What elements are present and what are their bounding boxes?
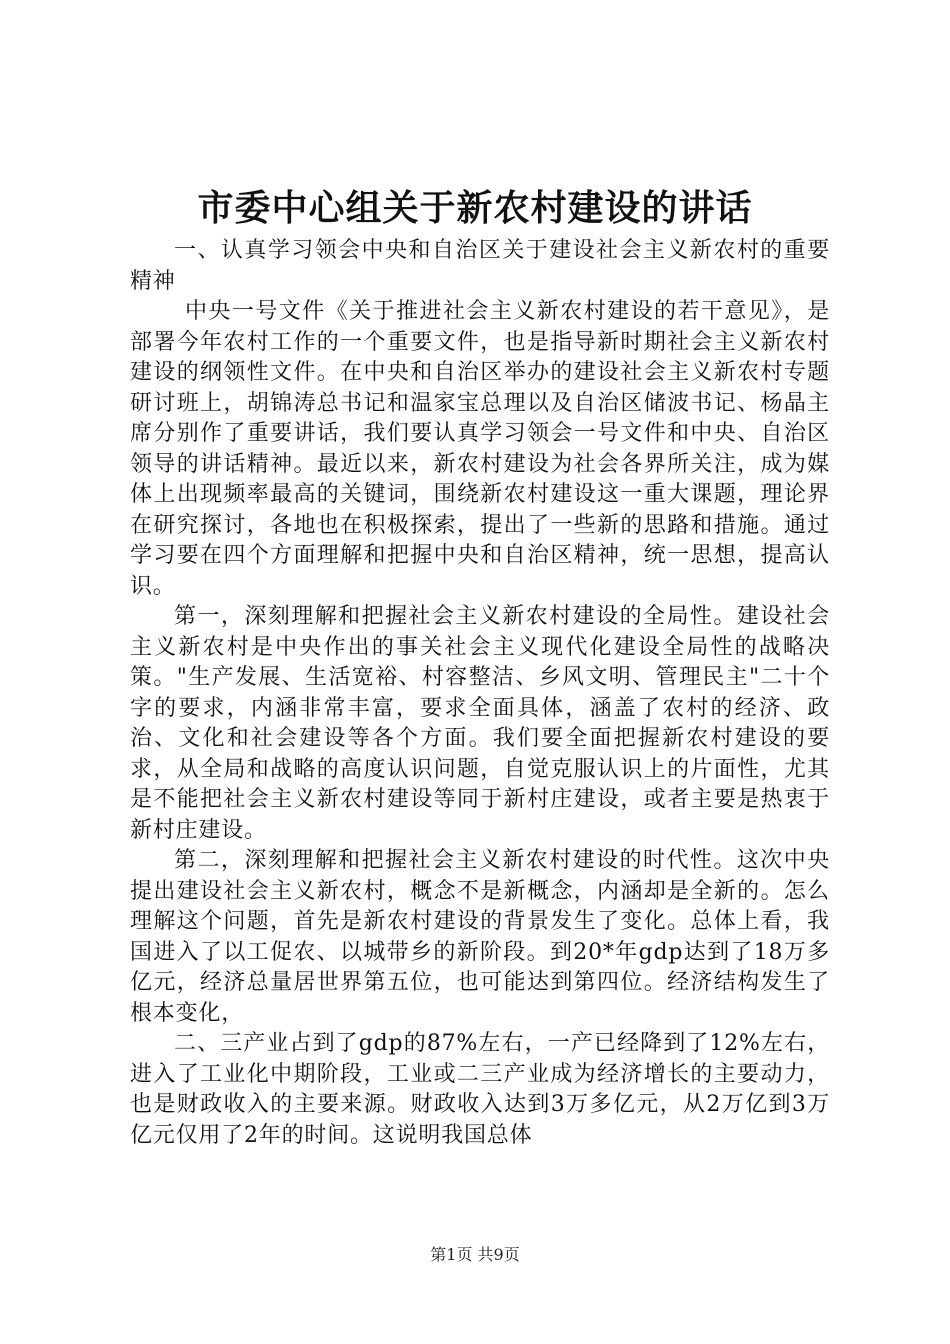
body-paragraph: 第一，深刻理解和把握社会主义新农村建设的全局性。建设社会主义新农村是中央作出的事关社会主义现代化建设全局性的战略决策。"生产发展、生活宽裕、村容整洁、乡风文明、管理民主"二十个字的要求，内涵非常丰富，要求全面具体，涵盖了农村的经济、政治、文化和社会建设等各个方面。我们要全面把握新农村建设的要求，从全局和战略的高度认识问题，自觉克服认识上的片面性，尤其是不能把社会主义新农村建设等同于新村庄建设，或者主要是热衷于新村庄建设。 — [130, 604, 830, 843]
page-footer: 第1页 共9页 — [430, 1245, 520, 1264]
body-paragraph: 第二，深刻理解和把握社会主义新农村建设的时代性。这次中央提出建设社会主义新农村，概念不是新概念，内涵却是全新的。怎么理解这个问题，首先是新农村建设的背景发生了变化。总体上看，我国进入了以工促农、以城带乡的新阶段。到20*年gdp达到了18万多亿元，经济总量居世界第五位，也可能达到第四位。经济结构发生了根本变化， — [130, 848, 830, 1026]
body-paragraph: 中央一号文件《关于推进社会主义新农村建设的若干意见》，是部署今年农村工作的一个重要文件，也是指导新时期社会主义新农村建设的纲领性文件。在中央和自治区举办的建设社会主义新农村专题研讨班上，胡锦涛总书记和温家宝总理以及自治区储波书记、杨晶主席分别作了重要讲话，我们要认真学习领会一号文件和中央、自治区领导的讲话精神。最近以来，新农村建设为社会各界所关注，成为媒体上出现频率最高的关键词，围绕新农村建设这一重大课题，理论界在研究探讨，各地也在积极探索，提出了一些新的思路和措施。通过学习要在四个方面理解和把握中央和自治区精神，统一思想，提高认识。 — [130, 299, 830, 599]
body-paragraph: 二、三产业占到了gdp的87%左右，一产已经降到了12%左右，进入了工业化中期阶段，工业或二三产业成为经济增长的主要动力，也是财政收入的主要来源。财政收入达到3万多亿元，从2万亿到3万亿元仅用了2年的时间。这说明我国总体 — [130, 1031, 830, 1148]
document-body — [130, 236, 830, 1151]
section-heading: 一、认真学习领会中央和自治区关于建设社会主义新农村的重要精神 — [130, 238, 830, 294]
document-title: 市委中心组关于新农村建设的讲话 — [197, 187, 753, 229]
